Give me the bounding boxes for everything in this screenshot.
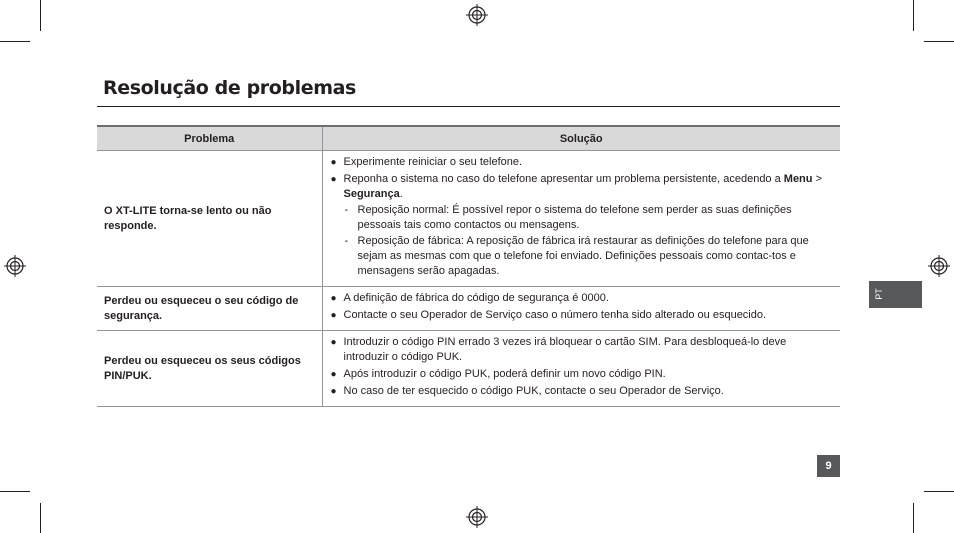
problem-cell: Perdeu ou esqueceu os seus códigos PIN/PUK. <box>97 331 322 407</box>
registration-mark-icon <box>466 506 488 528</box>
solution-text: A definição de fábrica do código de segurança é 0000. <box>343 292 609 304</box>
solution-item <box>331 308 833 323</box>
solution-text-end: . <box>399 188 403 200</box>
bullet-icon: ● <box>330 386 337 397</box>
column-header-problem: Problema <box>97 126 322 151</box>
bullet-icon: ● <box>330 157 337 168</box>
solution-item <box>331 172 833 279</box>
registration-mark-icon <box>466 4 488 26</box>
sub-item-text: Reposição de fábrica: A reposição de fábrica irá restaurar as definições do telefone para que sejam as mesmas com que o telefone foi enviado. Definições pessoais como contac-tos e mensagens serão apagadas. <box>357 235 809 277</box>
dash-icon: - <box>344 235 349 247</box>
registration-mark-icon <box>928 255 950 277</box>
crop-mark <box>40 0 41 31</box>
bullet-icon: ● <box>330 337 337 348</box>
solution-text: Introduzir o código PIN errado 3 vezes irá bloquear o cartão SIM. Para desbloqueá-lo deve introduzir o código PUK. <box>343 336 787 363</box>
solution-item <box>331 155 833 170</box>
solution-text: Após introduzir o código PUK, poderá definir um novo código PIN. <box>343 368 666 380</box>
sub-item <box>344 234 833 279</box>
crop-mark <box>40 503 41 533</box>
table-row <box>97 331 840 407</box>
table-row <box>97 287 840 331</box>
sub-item <box>344 203 833 233</box>
crop-mark <box>913 503 914 533</box>
title-divider <box>97 106 840 107</box>
page-title: Resolução de problemas <box>103 77 356 99</box>
language-tab-label: PT <box>874 288 884 300</box>
solution-item <box>331 335 833 365</box>
crop-mark <box>0 491 30 492</box>
crop-mark <box>913 0 914 31</box>
solution-item <box>331 384 833 399</box>
solution-text: Contacte o seu Operador de Serviço caso o número tenha sido alterado ou esquecido. <box>343 309 767 321</box>
column-header-solution: Solução <box>322 126 840 151</box>
solution-cell <box>322 287 840 331</box>
menu-path-security: Segurança <box>343 188 400 200</box>
menu-path-separator: > <box>812 173 822 185</box>
menu-path-menu: Menu <box>783 173 813 185</box>
crop-mark <box>924 41 954 42</box>
bullet-icon: ● <box>330 310 337 321</box>
solution-item <box>331 291 833 306</box>
dash-icon: - <box>344 204 349 216</box>
table-row <box>97 151 840 287</box>
sub-item-text: Reposição normal: É possível repor o sistema do telefone sem perder as suas definições pessoais tais como contactos ou mensagens. <box>357 204 792 231</box>
solution-text: No caso de ter esquecido o código PUK, contacte o seu Operador de Serviço. <box>343 385 724 397</box>
bullet-icon: ● <box>330 293 337 304</box>
troubleshooting-table <box>97 125 840 407</box>
solution-text: Experimente reiniciar o seu telefone. <box>343 156 523 168</box>
registration-mark-icon <box>4 255 26 277</box>
page-number: 9 <box>817 455 840 477</box>
language-tab <box>869 281 922 308</box>
solution-cell <box>322 331 840 407</box>
problem-cell: Perdeu ou esqueceu o seu código de segurança. <box>97 287 322 331</box>
bullet-icon: ● <box>330 369 337 380</box>
solution-item <box>331 367 833 382</box>
solution-cell <box>322 151 840 287</box>
problem-cell: O XT-LITE torna-se lento ou não responde. <box>97 151 322 287</box>
crop-mark <box>0 41 30 42</box>
crop-mark <box>924 491 954 492</box>
bullet-icon: ● <box>330 174 337 185</box>
solution-text: Reponha o sistema no caso do telefone apresentar um problema persistente, acedendo a <box>343 173 784 185</box>
table-header-row <box>97 126 840 151</box>
